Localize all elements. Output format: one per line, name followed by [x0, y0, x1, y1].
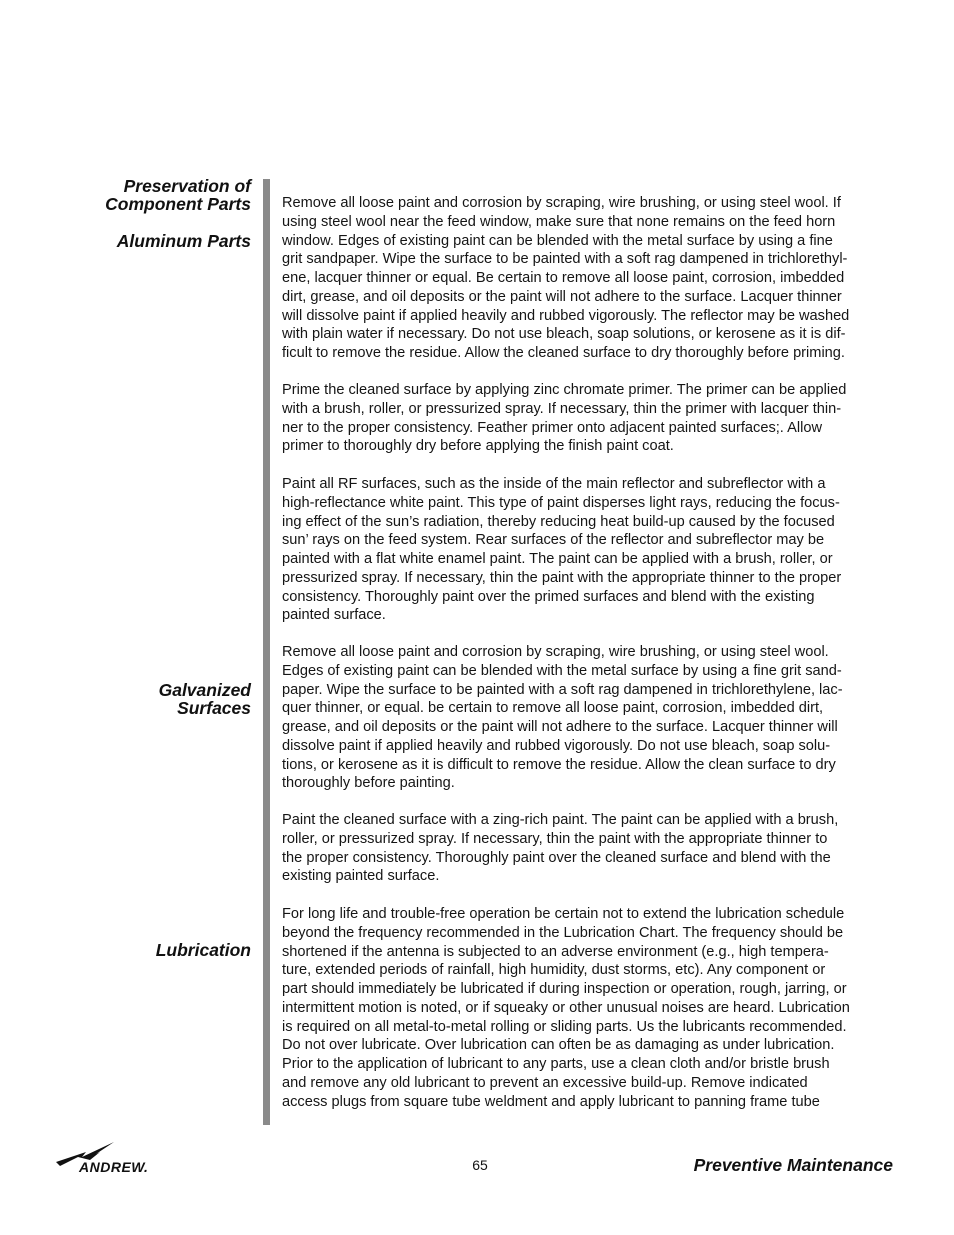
- paragraph-galvanized-painting: Paint the cleaned surface with a zing-rich paint. The paint can be applied with a brush, roller, or pressurized spray. If necessary, thin the paint with the appropriate thinner to the proper consistency. Thoroughly paint over the cleaned surface and blend with the existing painted surface.: [282, 812, 839, 885]
- heading-galvanized-line1: Galvanized: [158, 680, 251, 700]
- heading-preservation-line2: Component Parts: [105, 194, 251, 214]
- page-number: 65: [472, 1157, 488, 1173]
- heading-galvanized-line2: Surfaces: [177, 698, 251, 718]
- paragraph-aluminum-cleaning: Remove all loose paint and corrosion by scraping, wire brushing, or using steel wool. If using steel wool near the feed window, make sure that none remains on the feed horn window. Edges of existing paint can be blended with the metal surface by using a fine grit sandpaper. Wipe the surface to be painted with a soft rag dampened in trichlorethyl- ene, lacquer thinner or equal. Be certain to remove all loose paint, corrosion, imbedded dirt, grease, and oil deposits or the paint will not adhere to the surface. Lacquer thinner will dissolve paint if applied heavily and rubbed vigorously. The reflector may be washed with plain water if necessary. Do not use bleach, soap solutions, or kerosene as it is dif- ficult to remove the residue. Allow the cleaned surface to dry thoroughly before priming.: [282, 195, 850, 361]
- heading-preservation: [105, 177, 251, 213]
- paragraph-galvanized-cleaning: Remove all loose paint and corrosion by scraping, wire brushing, or using steel wool. Edges of existing paint can be blended with the metal surface by using a fine grit sand- paper. Wipe the surface to be painted with a soft rag dampened in trichlorethylene, lac- quer thinner, or equal. be certain to remove all loose paint, corrosion, imbedded dirt, grease, and oil deposits or the paint will not adhere to the surface. Lacquer thinner will dissolve paint if applied heavily and rubbed vigorously. Do not use bleach, soap solu- tions, or kerosene as it is difficult to remove the residue. Allow the clean surface to dry thoroughly before painting.: [282, 644, 843, 792]
- footer-section-title: Preventive Maintenance: [693, 1155, 893, 1175]
- heading-galvanized: [159, 681, 251, 717]
- vertical-rule: [263, 179, 270, 1125]
- paragraph-lubrication: For long life and trouble-free operation be certain not to extend the lubrication schedule beyond the frequency recommended in the Lubrication Chart. The frequency should be shortened if the antenna is subjected to an adverse environment (e.g., high tempera- ture, extended periods of rainfall, high humidity, dust storms, etc). Any component or part should immediately be lubricated if during inspection or operation, rough, jarring, or intermittent motion is noted, or if squeaky or other unusual noises are heard. Lubrication is required on all metal-to-metal rolling or sliding parts. Us the lubricants recommended. Do not over lubricate. Over lubrication can often be as damaging as under lubrication. Prior to the application of lubricant to any parts, use a clean cloth and/or bristle brush and remove any old lubricant to prevent an excessive build-up. Remove indicated access plugs from square tube weldment and apply lubricant to panning frame tube: [282, 906, 850, 1110]
- heading-lubrication: Lubrication: [155, 940, 251, 960]
- paragraph-aluminum-painting: Paint all RF surfaces, such as the inside of the main reflector and subreflector with a high-reflectance white paint. This type of paint disperses light rays, reducing the focus- ing effect of the sun’s radiation, thereby reducing heat build-up caused by the focused sun’ rays on the feed system. Rear surfaces of the reflector and subreflector may be painted with a flat white enamel paint. The paint can be applied with a brush, roller, or pressurized spray. If necessary, thin the paint with the appropriate thinner to the proper consistency. Thoroughly paint over the primed surfaces and blend with the existing painted surface.: [282, 476, 842, 624]
- logo-wordmark: ANDREW.: [79, 1159, 149, 1175]
- paragraph-aluminum-priming: Prime the cleaned surface by applying zinc chromate primer. The primer can be applied with a brush, roller, or pressurized spray. If necessary, thin the primer with lacquer thin- ner to the proper consistency. Feather primer onto adjacent painted surfaces;. Allow primer to thoroughly dry before applying the finish paint coat.: [282, 382, 847, 455]
- heading-aluminum: Aluminum Parts: [116, 231, 251, 251]
- heading-preservation-line1: Preservation of: [123, 176, 251, 196]
